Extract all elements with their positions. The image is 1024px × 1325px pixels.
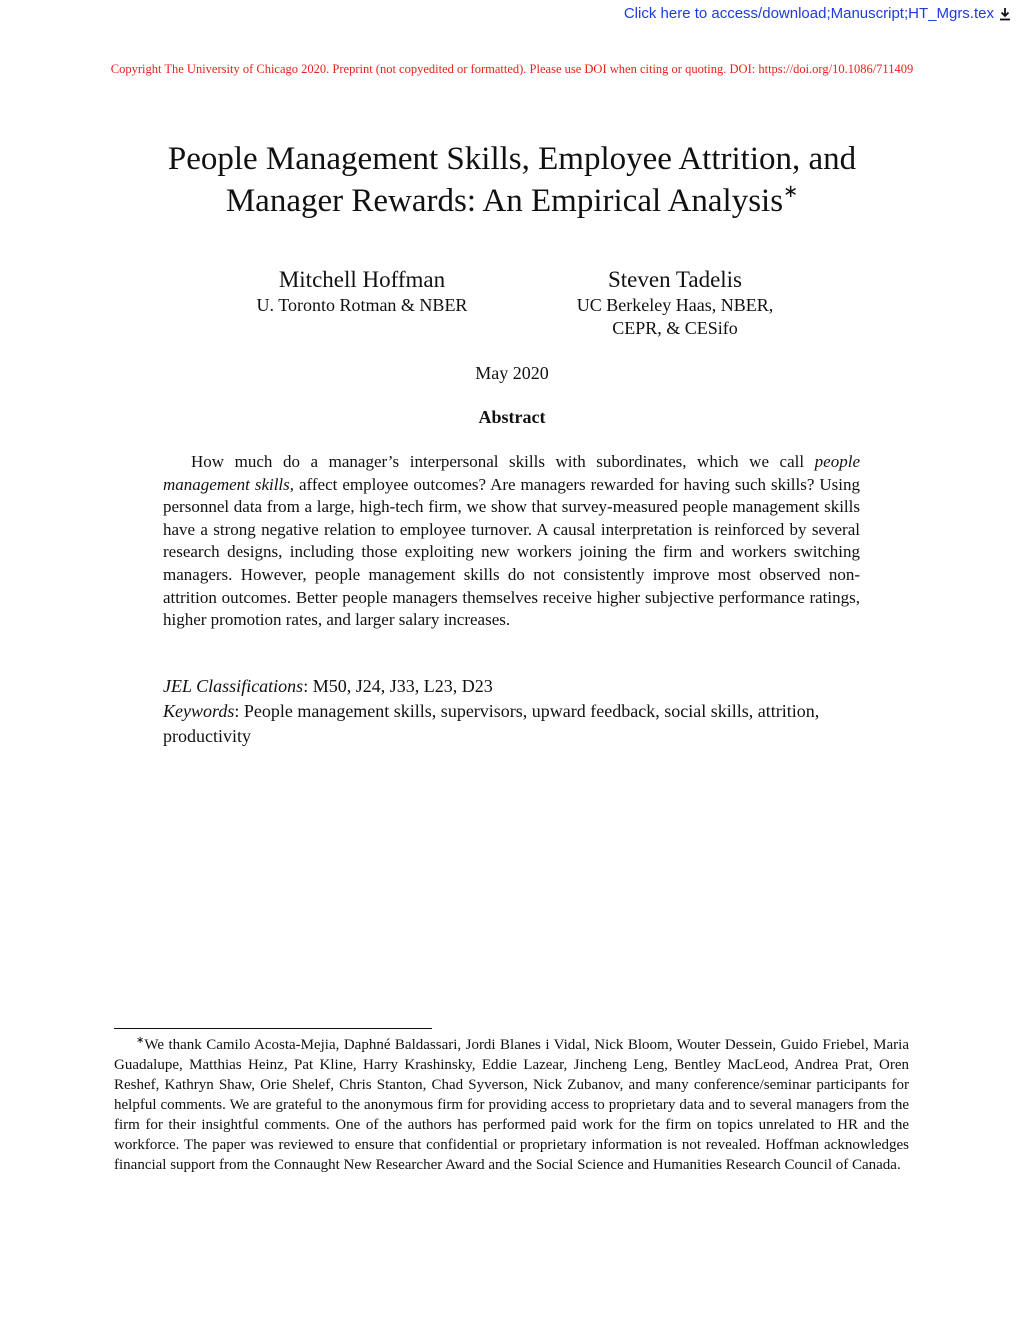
author-affiliation: U. Toronto Rotman & NBER bbox=[256, 295, 468, 315]
title-line-2-text: Manager Rewards: An Empirical Analysis bbox=[225, 183, 784, 219]
title-line-1: People Management Skills, Employee Attrition, and bbox=[167, 141, 857, 177]
copyright-notice: Copyright The University of Chicago 2020. Preprint (not copyedited or formatted). Please use DOI when citing or quoting. DOI: https://doi.org/10.1086/711409 bbox=[110, 62, 914, 76]
footnote-text bbox=[114, 1035, 909, 1175]
author-name: Steven Tadelis bbox=[607, 267, 743, 292]
title-footnote-mark[interactable]: ∗ bbox=[783, 181, 799, 201]
author-affiliation: CEPR, & CESifo bbox=[612, 318, 738, 338]
footnote-body: We thank Camilo Acosta-Mejia, Daphné Baldassari, Jordi Blanes i Vidal, Nick Bloom, Wouter Dessein, Guido Friebel, Maria Guadalupe, Matthias Heinz, Pat Kline, Harry Krashinsky, Eddie Lazear, Jincheng Leng, Bentley MacLeod, Andrea Prat, Oren Reshef, Kathryn Shaw, Orie Shelef, Chris Stanton, Chad Syverson, Nick Zubanov, and many conference/seminar participants for helpful comments. We are grateful to the anonymous firm for providing access to proprietary data and to several managers from the firm for their insightful comments. One of the authors has performed paid work for the firm on topics unrelated to HR and the workforce. The paper was reviewed to ensure that confidential or proprietary information is not revealed. Hoffman acknowledges financial support from the Connaught New Researcher Award and the Social Science and Humanities Research Council of Canada. bbox=[114, 1037, 909, 1173]
author-block-hoffman bbox=[212, 266, 512, 317]
publication-date: May 2020 bbox=[475, 363, 549, 383]
download-icon[interactable] bbox=[998, 6, 1012, 22]
author-affiliation: UC Berkeley Haas, NBER, bbox=[576, 295, 774, 315]
download-link-text[interactable]: Click here to access/download;Manuscript;HT_Mgrs.tex bbox=[623, 5, 994, 22]
download-link[interactable] bbox=[624, 5, 1012, 22]
footnote-divider bbox=[114, 1028, 432, 1029]
keywords-label: Keywords bbox=[163, 701, 235, 721]
abstract-text-part: How much do a manager’s interpersonal skills with subordinates, which we call bbox=[191, 452, 815, 471]
title-line-2 bbox=[112, 180, 912, 222]
author-name: Mitchell Hoffman bbox=[278, 267, 446, 292]
abstract-heading: Abstract bbox=[478, 407, 546, 427]
abstract-italic-term: people management skills bbox=[163, 452, 860, 494]
jel-label: JEL Classifications bbox=[163, 676, 304, 696]
abstract-text bbox=[163, 451, 860, 632]
keywords-value: : People management skills, supervisors, upward feedback, social skills, attrition, productivity bbox=[163, 701, 820, 746]
jel-value: : M50, J24, J33, L23, D23 bbox=[303, 676, 493, 696]
footnote-mark: ∗ bbox=[136, 1035, 145, 1046]
paper-title bbox=[112, 138, 912, 222]
keywords bbox=[163, 699, 860, 748]
author-block-tadelis bbox=[525, 266, 825, 340]
jel-classifications bbox=[163, 674, 860, 699]
abstract-text-part: , affect employee outcomes? Are managers rewarded for having such skills? Using personnel data from a large, high-tech firm, we show that survey-measured people management skills have a strong negative relation to employee turnover. A causal interpretation is reinforced by several research designs, including those exploiting new workers joining the firm and workers switching managers. However, people management skills do not consistently improve most observed non-attrition outcomes. Better people managers themselves receive higher subjective performance ratings, higher promotion rates, and larger salary increases. bbox=[163, 474, 860, 630]
